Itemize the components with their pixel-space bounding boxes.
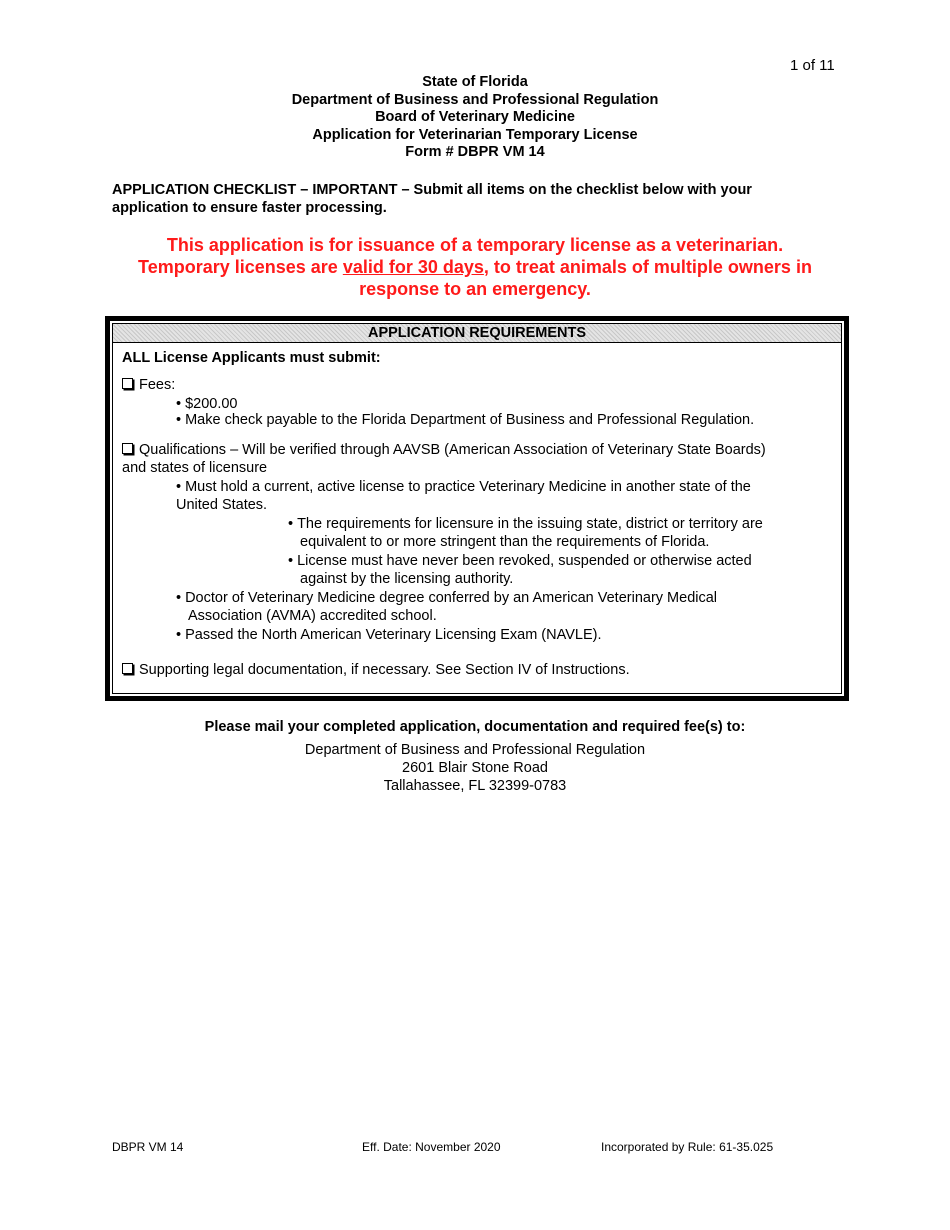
- legal-documentation-text: Supporting legal documentation, if necessary. See Section IV of Instructions.: [139, 662, 630, 678]
- qualifications-item: [122, 441, 766, 459]
- address-line3: Tallahassee, FL 32399-0783: [383, 778, 567, 794]
- footer-effective-date: Eff. Date: November 2020: [362, 1140, 501, 1154]
- footer-rule: Incorporated by Rule: 61-35.025: [601, 1140, 774, 1154]
- mailing-address: [0, 741, 950, 795]
- requirements-title: APPLICATION REQUIREMENTS: [113, 324, 841, 343]
- equivalent-requirements-line2: equivalent to or more stringent than the requirements of Florida.: [300, 534, 710, 550]
- notice-line3: response to an emergency.: [359, 279, 591, 299]
- equivalent-requirements-line1: • The requirements for licensure in the issuing state, district or territory are: [288, 515, 763, 533]
- fees-checkbox-icon: [122, 378, 133, 389]
- fees-item: [122, 376, 175, 394]
- application-requirements-box: [105, 316, 849, 701]
- address-line2: 2601 Blair Stone Road: [402, 760, 548, 776]
- checklist-note-line2: application to ensure faster processing.: [112, 200, 387, 216]
- qualifications-line2: and states of licensure: [122, 460, 268, 476]
- fee-amount: • $200.00: [176, 395, 238, 413]
- fees-label: Fees:: [139, 377, 176, 393]
- dvm-degree-line2: Association (AVMA) accredited school.: [188, 608, 437, 624]
- active-license-line1: • Must hold a current, active license to practice Veterinary Medicine in another state of the: [176, 478, 751, 496]
- notice-line2-pre: Temporary licenses are: [138, 257, 343, 277]
- mail-instructions-title: Please mail your completed application, documentation and required fee(s) to:: [204, 719, 746, 735]
- notice-line2: [0, 256, 950, 278]
- notice-line2-post: , to treat animals of multiple owners in: [483, 257, 812, 277]
- dvm-degree-line1: • Doctor of Veterinary Medicine degree conferred by an American Veterinary Medical: [176, 589, 717, 607]
- active-license-line2: United States.: [176, 497, 268, 513]
- notice-valid-period: valid for 30 days: [342, 257, 484, 277]
- header-application-title: Application for Veterinarian Temporary License: [312, 126, 638, 143]
- navle-exam: • Passed the North American Veterinary Licensing Exam (NAVLE).: [176, 626, 601, 644]
- header-state: State of Florida: [422, 74, 528, 90]
- legal-documentation-item: [122, 661, 630, 679]
- header-board: Board of Veterinary Medicine: [375, 109, 575, 125]
- form-header: [0, 74, 950, 162]
- legal-checkbox-icon: [122, 663, 133, 674]
- address-line1: Department of Business and Professional Regulation: [304, 742, 646, 758]
- never-revoked-line1: • License must have never been revoked, suspended or otherwise acted: [288, 552, 752, 570]
- requirements-intro: ALL License Applicants must submit:: [122, 350, 381, 366]
- qualifications-line1: Qualifications – Will be verified through AAVSB (American Association of Veterinary State Boards): [139, 442, 766, 458]
- checklist-note: [112, 181, 832, 217]
- checklist-note-line1: APPLICATION CHECKLIST – IMPORTANT – Submit all items on the checklist below with your: [112, 182, 752, 198]
- temporary-license-notice: [0, 234, 950, 300]
- header-form-number: Form # DBPR VM 14: [405, 144, 545, 160]
- footer-form-number: DBPR VM 14: [112, 1140, 184, 1154]
- fee-check-payable: • Make check payable to the Florida Department of Business and Professional Regulation.: [176, 411, 754, 429]
- qualifications-checkbox-icon: [122, 443, 133, 454]
- notice-line1: This application is for issuance of a temporary license as a veterinarian.: [166, 235, 784, 255]
- never-revoked-line2: against by the licensing authority.: [300, 571, 514, 587]
- header-department: Department of Business and Professional Regulation: [291, 91, 659, 108]
- page-number: 1 of 11: [790, 57, 835, 74]
